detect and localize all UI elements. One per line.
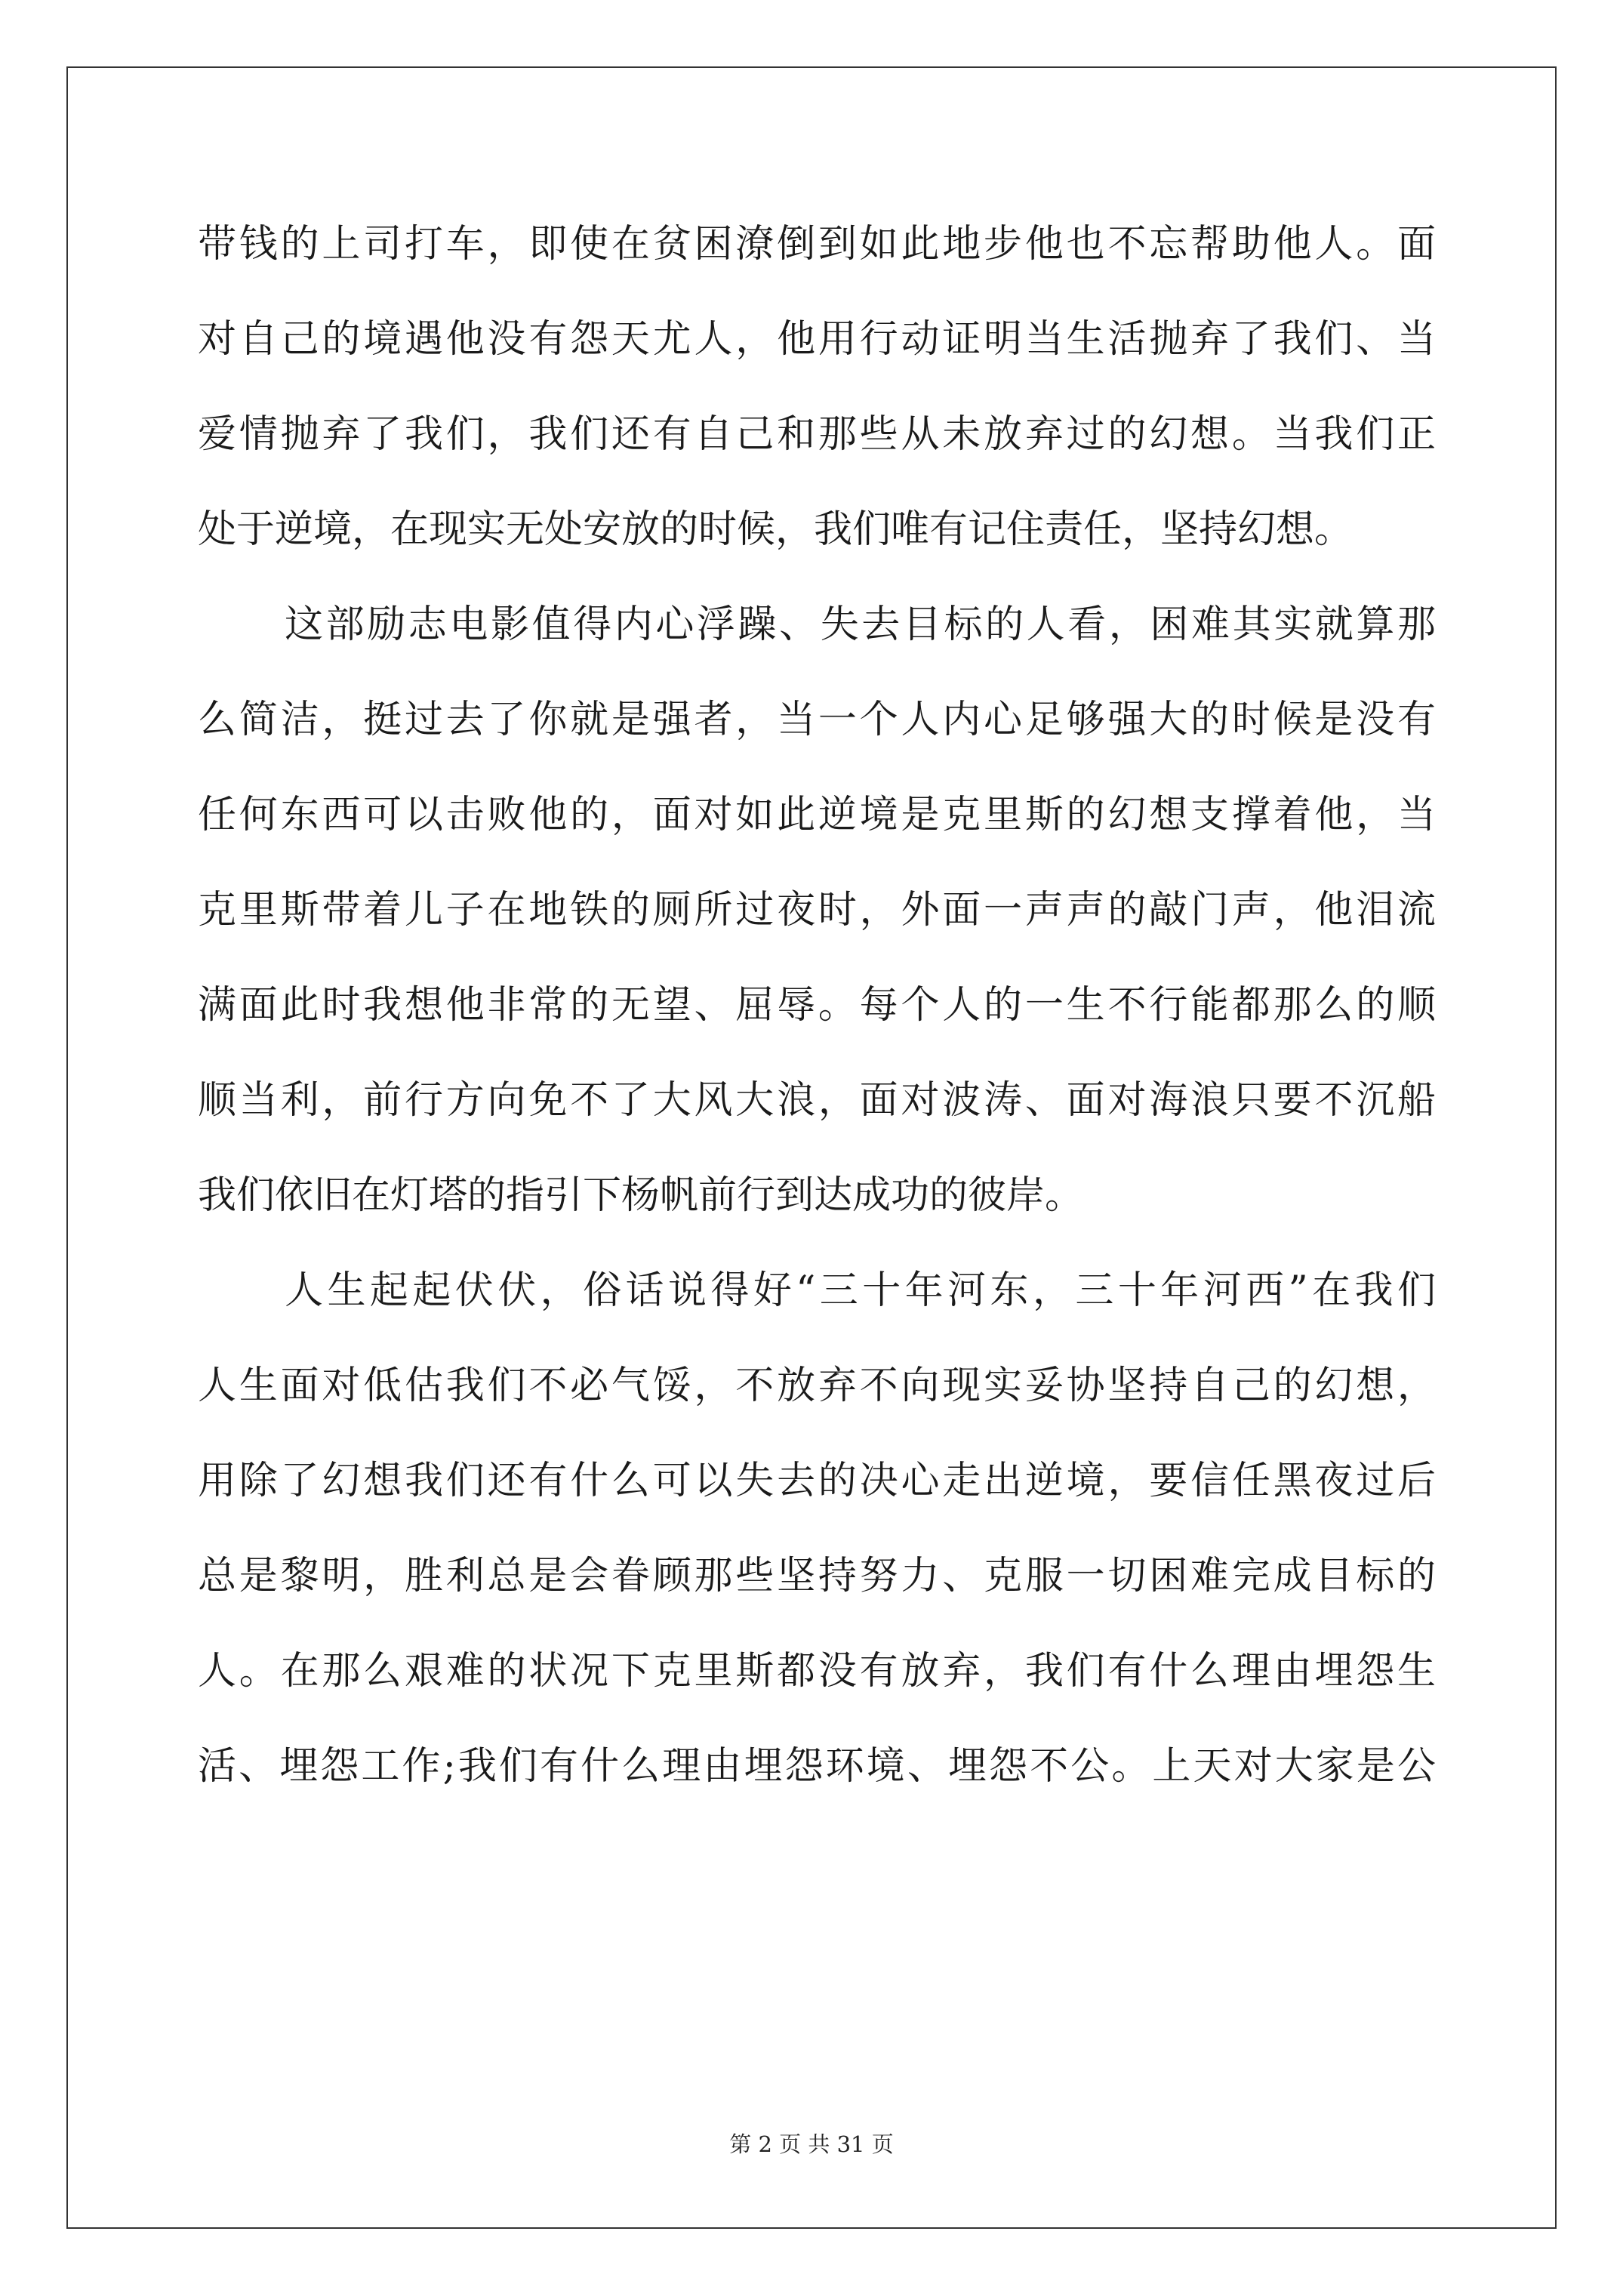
paragraph-line: 爱情抛弃了我们，我们还有自己和那些从未放弃过的幻想。当我们正 bbox=[198, 412, 1436, 457]
paragraph-line: 人。在那么艰难的状况下克里斯都没有放弃，我们有什么理由埋怨生 bbox=[198, 1649, 1436, 1693]
page-number-footer: 第 2 页 共 31 页 bbox=[729, 2131, 894, 2157]
paragraph-line: 克里斯带着儿子在地铁的厕所过夜时，外面一声声的敲门声，他泪流 bbox=[198, 888, 1436, 932]
paragraph-line: 活、埋怨工作;我们有什么理由埋怨环境、埋怨不公。上天对大家是公 bbox=[198, 1744, 1436, 1789]
paragraph-line: 这部励志电影值得内心浮躁、失去目标的人看，困难其实就算那 bbox=[285, 603, 1436, 647]
paragraph-line: 顺当利，前行方向免不了大风大浪，面对波涛、面对海浪只要不沉船 bbox=[198, 1078, 1436, 1123]
paragraph-line: 处于逆境，在现实无处安放的时候，我们唯有记住责任，坚持幻想。 bbox=[198, 507, 1354, 552]
paragraph-line: 我们依旧在灯塔的指引下杨帆前行到达成功的彼岸。 bbox=[198, 1173, 1084, 1218]
paragraph-line: 任何东西可以击败他的，面对如此逆境是克里斯的幻想支撑着他，当 bbox=[198, 793, 1436, 837]
paragraph-line: 带钱的上司打车，即使在贫困潦倒到如此地步他也不忘帮助他人。面 bbox=[198, 222, 1436, 267]
paragraph-line: 么简洁，挺过去了你就是强者，当一个人内心足够强大的时候是没有 bbox=[198, 698, 1436, 742]
paragraph-line: 人生面对低估我们不必气馁，不放弃不向现实妥协坚持自己的幻想， bbox=[198, 1364, 1436, 1408]
paragraph-line: 用除了幻想我们还有什么可以失去的决心走出逆境，要信任黑夜过后 bbox=[198, 1459, 1436, 1503]
paragraph-line: 总是黎明，胜利总是会眷顾那些坚持努力、克服一切困难完成目标的 bbox=[198, 1554, 1436, 1598]
document-body bbox=[198, 210, 1436, 1827]
paragraph-line: 对自己的境遇他没有怨天尤人，他用行动证明当生活抛弃了我们、当 bbox=[198, 317, 1436, 362]
paragraph-line: 满面此时我想他非常的无望、屈辱。每个人的一生不行能都那么的顺 bbox=[198, 983, 1436, 1028]
paragraph-line: 人生起起伏伏，俗话说得好“三十年河东，三十年河西”在我们 bbox=[285, 1268, 1436, 1313]
